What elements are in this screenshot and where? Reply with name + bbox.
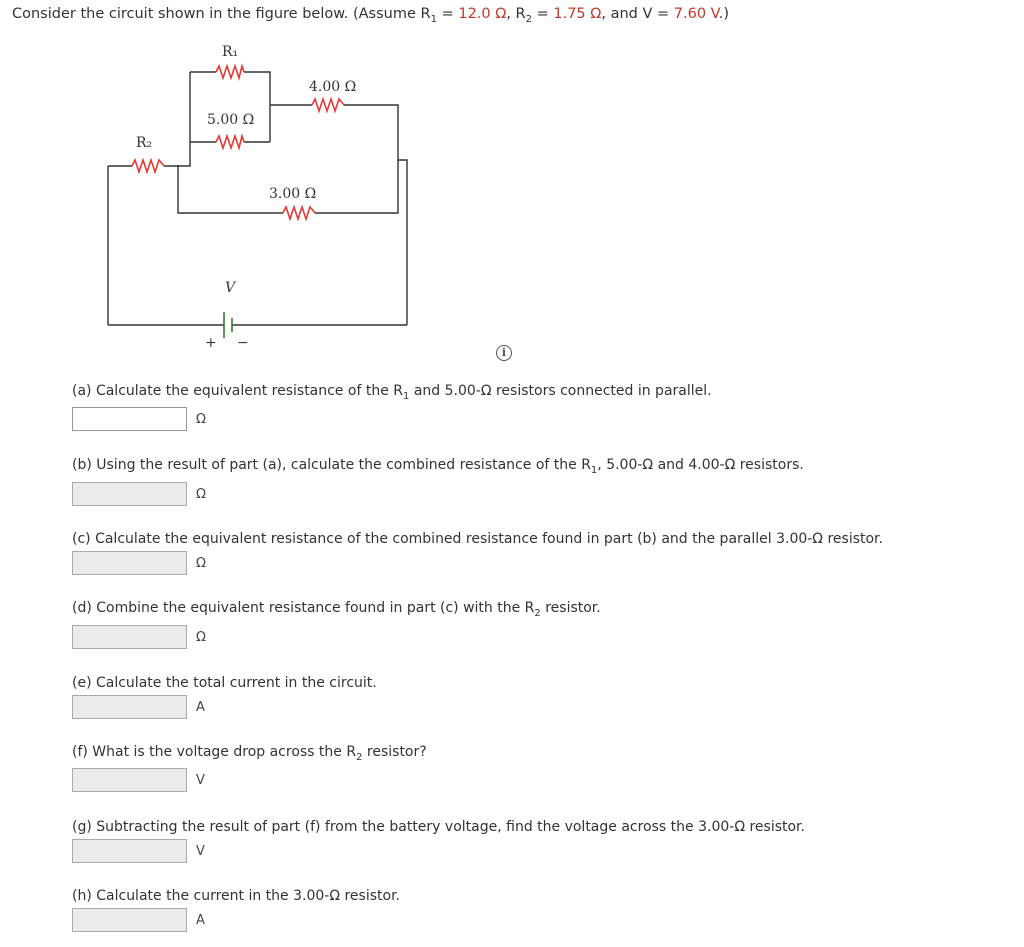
- answer-b-unit: Ω: [196, 486, 206, 502]
- question-b: (b) Using the result of part (a), calculate the combined resistance of the $R_1$, 5.00-Ω and 4.00-Ω resistors.: [72, 457, 804, 476]
- answer-e: [72, 694, 205, 720]
- resistor-5ohm: [216, 136, 244, 148]
- question-a: (a) Calculate the equivalent resistance of the $R_1$ and 5.00-Ω resistors connected in parallel.: [72, 383, 712, 402]
- r3-label: 3.00 Ω: [269, 186, 317, 202]
- answer-c-input[interactable]: [72, 551, 187, 575]
- answer-f: [72, 767, 205, 793]
- r1-label: R₁: [222, 44, 239, 60]
- answer-b-input[interactable]: [72, 482, 187, 506]
- question-h: (h) Calculate the current in the 3.00-Ω resistor.: [72, 888, 400, 904]
- answer-d: [72, 624, 206, 650]
- answer-b: [72, 481, 206, 507]
- answer-g-unit: V: [196, 843, 205, 859]
- answer-f-input[interactable]: [72, 768, 187, 792]
- info-icon[interactable]: i: [496, 345, 512, 361]
- r4-label: 4.00 Ω: [309, 79, 357, 95]
- answer-a: [72, 406, 206, 432]
- battery-label: V: [225, 280, 236, 296]
- resistor-3ohm: [283, 207, 315, 219]
- battery-plus: +: [205, 335, 217, 351]
- answer-c-unit: Ω: [196, 555, 206, 571]
- answer-e-unit: A: [196, 699, 205, 715]
- circuit-diagram: [0, 0, 520, 360]
- answer-f-unit: V: [196, 772, 205, 788]
- answer-c: [72, 550, 206, 576]
- r2-label: R₂: [136, 135, 153, 151]
- answer-a-unit: Ω: [196, 411, 206, 427]
- r2-value: 1.75 Ω: [553, 6, 602, 22]
- question-g: (g) Subtracting the result of part (f) from the battery voltage, find the voltage across the 3.00-Ω resistor.: [72, 819, 805, 835]
- voltage-value: 7.60 V: [673, 6, 719, 22]
- question-c: (c) Calculate the equivalent resistance of the combined resistance found in part (b) and the parallel 3.00-Ω resistor.: [72, 531, 883, 547]
- answer-d-unit: Ω: [196, 629, 206, 645]
- battery-minus: −: [237, 335, 249, 351]
- resistor-4ohm: [312, 99, 344, 111]
- answer-h-unit: A: [196, 912, 205, 928]
- resistor-r1: [216, 66, 244, 78]
- answer-d-input[interactable]: [72, 625, 187, 649]
- answer-e-input[interactable]: [72, 695, 187, 719]
- answer-h: [72, 907, 205, 933]
- answer-g-input[interactable]: [72, 839, 187, 863]
- answer-a-input[interactable]: [72, 407, 187, 431]
- resistor-r2: [132, 160, 164, 172]
- question-d: (d) Combine the equivalent resistance found in part (c) with the $R_2$ resistor.: [72, 600, 601, 619]
- answer-h-input[interactable]: [72, 908, 187, 932]
- question-f: (f) What is the voltage drop across the $R_2$ resistor?: [72, 744, 427, 763]
- answer-g: [72, 838, 205, 864]
- r5-label: 5.00 Ω: [207, 112, 255, 128]
- problem-statement: Consider the circuit shown in the figure below. (Assume $R_1 = 12.0$ Ω, $R_2 = 1.75$ Ω, and V = 7.60 V.): [12, 6, 729, 25]
- question-e: (e) Calculate the total current in the circuit.: [72, 675, 377, 691]
- r1-value: 12.0 Ω: [458, 6, 507, 22]
